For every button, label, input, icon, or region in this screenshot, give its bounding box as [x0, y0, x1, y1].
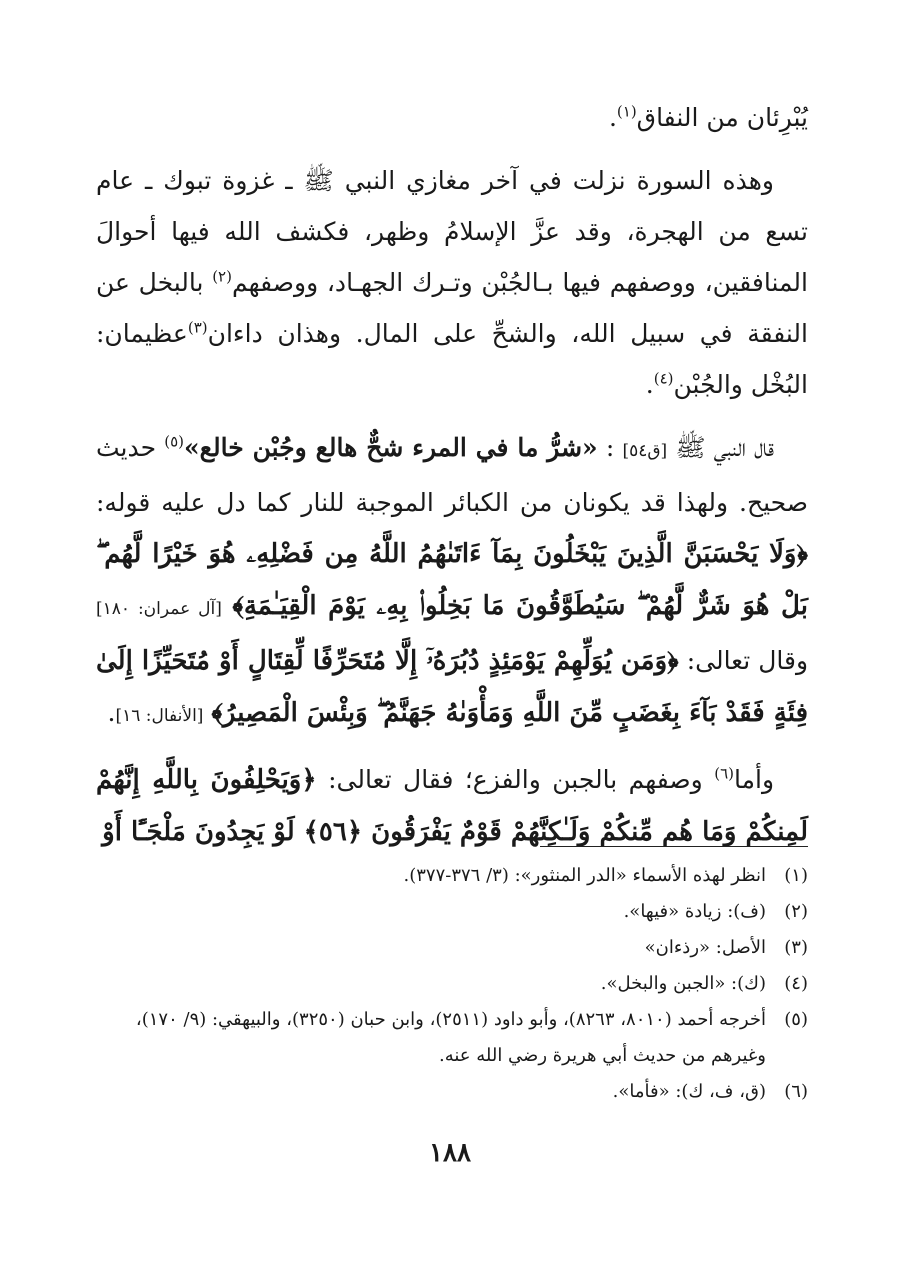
footnote-ref-2[interactable]: (٢) [212, 267, 232, 286]
p3-intro: قال النبي ﷺ [675, 433, 774, 462]
page-number: ١٨٨ [429, 1138, 471, 1168]
footnote-text: (ق، ف، ك): «فأما». [612, 1081, 766, 1102]
footnote-ref-6[interactable]: (٦) [714, 764, 734, 783]
paragraph-4 [96, 754, 808, 858]
p3-source-ref: [ق٥٤] [622, 441, 668, 461]
p2-text3: عظيمان: البُخْل والجُبْن [96, 319, 808, 399]
paragraph-2 [96, 155, 808, 410]
hadith-quote: «شرُّ ما في المرء شحٌّ هالع وجُبْن خالع» [184, 433, 598, 462]
quran-verse-3: ﴿وَيَحْلِفُونَ بِاللَّهِ إِنَّهُمْ لَمِنكُمْ وَمَا هُم مِّنكُمْ وَلَـٰكِنَّهُمْ قَوْمٌ يَفْرَقُونَ ﴿٥٦﴾ لَوْ يَجِدُونَ مَلْجَـًٔا أَوْ [96, 765, 808, 847]
p4-text2: وصفهم بالجبن والفزع؛ فقال تعالى: [328, 765, 703, 794]
quran-ref-2: [الأنفال: ١٦] [115, 706, 204, 726]
footnote-ref-3[interactable]: (٣) [187, 318, 208, 337]
footnote-number: (٤) [784, 973, 808, 994]
footnotes [96, 858, 808, 1110]
footnote-number: (٦) [784, 1081, 808, 1102]
footnote-item [96, 894, 808, 930]
footnote-text: (ف): زيادة «فيها». [623, 901, 766, 922]
footnote-item [96, 858, 808, 894]
p3-text: حديث صحيح. ولهذا قد يكونان من الكبائر الموجبة للنار كما دل عليه قوله: [96, 433, 808, 517]
footnote-item [96, 1074, 808, 1110]
footnote-number: (٢) [784, 901, 808, 922]
p1-end: . [608, 103, 617, 132]
p3-text2: وقال تعالى: [686, 646, 809, 675]
p1-text: يُبْرِئان من النفاق [636, 103, 808, 132]
footnote-item [96, 1002, 808, 1074]
p2-text: وهذه السورة نزلت في آخر مغازي النبي ﷺ ـ غزوة تبوك ـ عام تسع من الهجرة، وقد عزَّ الإسلامُ وظهر، فكشف الله فيها أحوالَ المنافقين، ووصفهم فيها بـالجُبْن وتـرك الجهـاد، ووصفهم [96, 166, 808, 297]
footnote-divider [540, 846, 808, 847]
footnote-number: (٣) [784, 937, 808, 958]
p2-text2: بالبخل عن النفقة في سبيل الله، والشحِّ على المال. وهذان داءان [96, 268, 808, 348]
footnote-text: (ك): «الجبن والبخل». [600, 973, 766, 994]
footnote-item [96, 930, 808, 966]
main-text [96, 92, 808, 870]
p2-end: . [645, 370, 654, 399]
footnote-ref-5[interactable]: (٥) [164, 432, 185, 451]
paragraph-1 [96, 92, 808, 143]
quran-ref-1: [آل عمران: ١٨٠] [96, 599, 222, 619]
footnote-number: (١) [784, 865, 808, 886]
p4-text: وأما [733, 765, 775, 794]
quran-verse-2: ﴿وَمَن يُوَلِّهِمْ يَوْمَئِذٍ دُبُرَهُۥٓ إِلَّا مُتَحَرِّفًا لِّقِتَالٍ أَوْ مُتَحَيِّزًا إِلَىٰ فِئَةٍ فَقَدْ بَآءَ بِغَضَبٍ مِّنَ اللَّهِ وَمَأْوَىٰهُ جَهَنَّمُ ۖ وَبِئْسَ الْمَصِيرُ﴾ [96, 646, 808, 728]
footnote-ref-4[interactable]: (٤) [653, 369, 674, 388]
quran-verse-1: ﴿وَلَا يَحْسَبَنَّ الَّذِينَ يَبْخَلُونَ بِمَآ ءَاتَىٰهُمُ اللَّهُ مِن فَضْلِهِۦ هُوَ خَيْرًا لَّهُم ۖ بَلْ هُوَ شَرٌّ لَّهُمْ ۖ سَيُطَوَّقُونَ مَا بَخِلُوا۟ بِهِۦ يَوْمَ الْقِيَـٰمَةِ﴾ [96, 539, 808, 621]
footnote-number: (٥) [784, 1009, 808, 1030]
footnote-text: أخرجه أحمد (٨٠١٠، ٨٢٦٣)، وأبو داود (٢٥١١)، وابن حبان (٣٢٥٠)، والبيهقي: (٩/ ١٧٠)، وغيرهم من حديث أبي هريرة رضي الله عنه. [135, 1009, 766, 1066]
footnote-text: الأصل: «رذءان» [644, 937, 766, 958]
paragraph-3 [96, 422, 808, 742]
p3-end: . [107, 698, 116, 727]
footnote-text: انظر لهذه الأسماء «الدر المنثور»: (٣/ ٣٧٦-٣٧٧). [403, 865, 766, 886]
footnote-ref-1[interactable]: (١) [616, 102, 637, 121]
footnote-item [96, 966, 808, 1002]
p3-colon: : [605, 433, 615, 462]
